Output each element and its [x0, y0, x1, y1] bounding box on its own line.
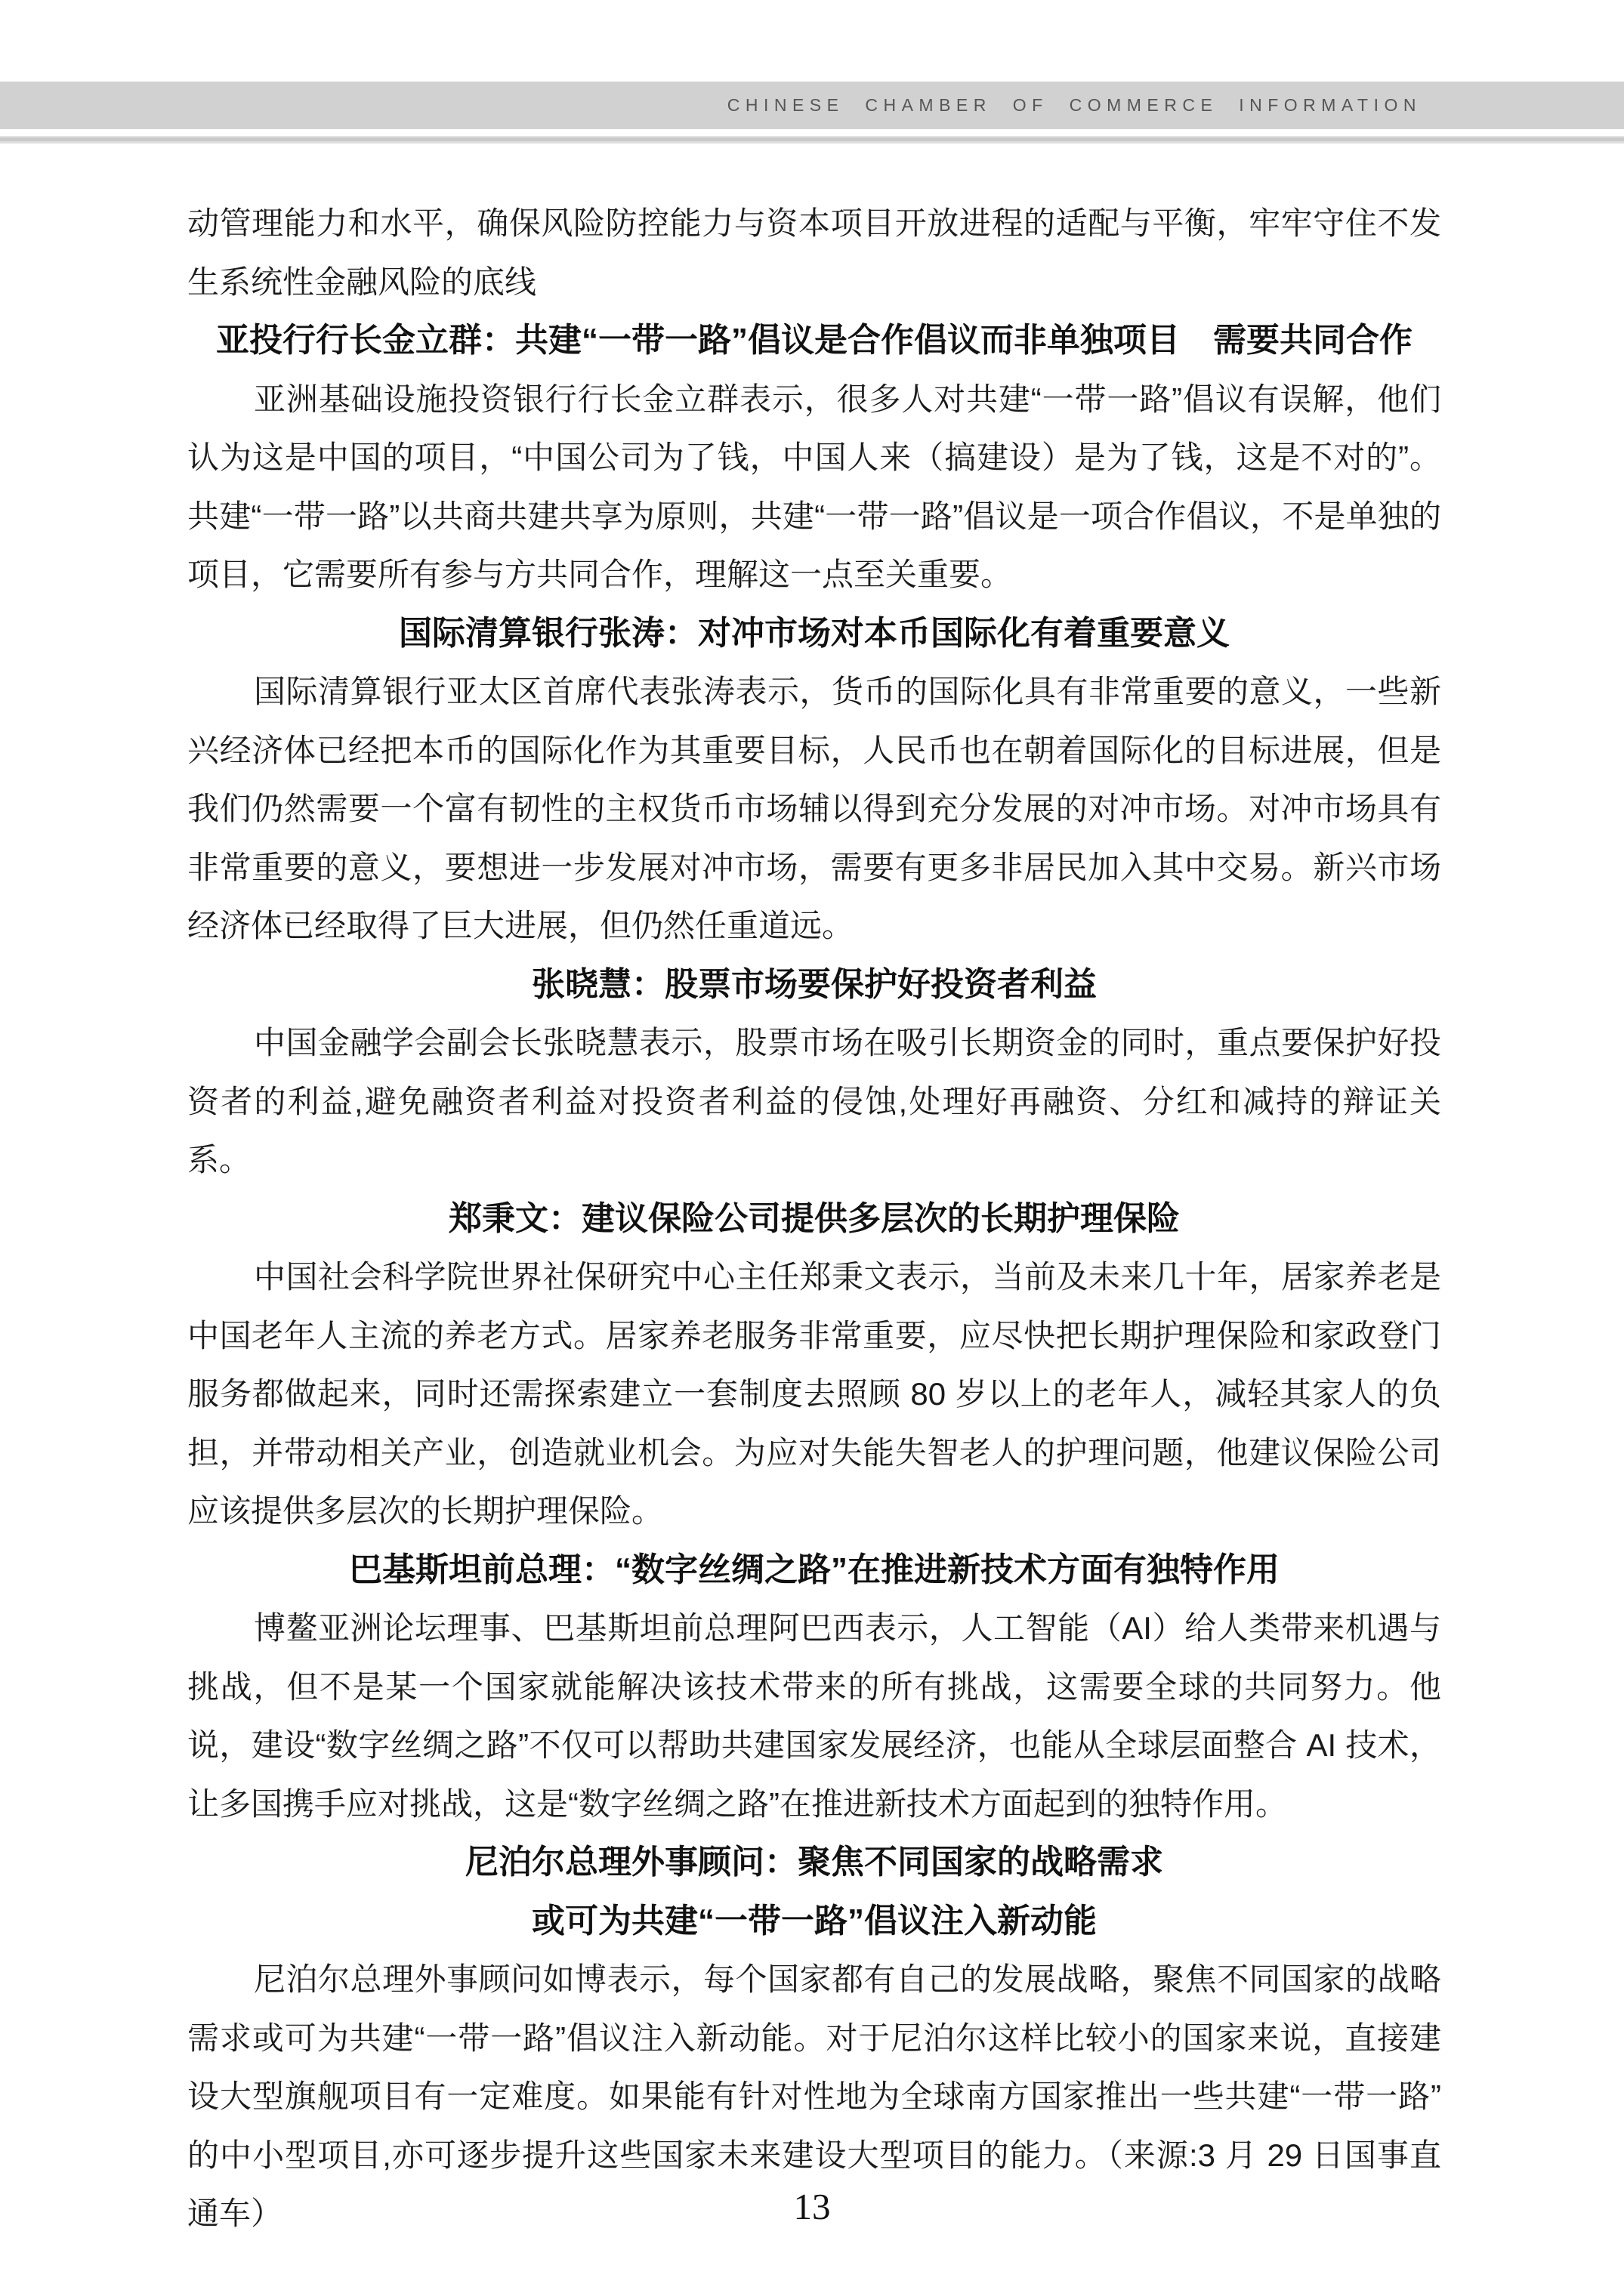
body-paragraph: 国际清算银行亚太区首席代表张涛表示，货币的国际化具有非常重要的意义，一些新兴经济体已经把本币的国际化作为其重要目标，人民币也在朝着国际化的目标进展，但是我们仍然需要一个富有韧性的主权货币市场辅以得到充分发展的对冲市场。对冲市场具有非常重要的意义，要想进一步发展对冲市场，需要有更多非居民加入其中交易。新兴市场经济体已经取得了巨大进展，但仍然任重道远。 — [187, 674, 1441, 943]
section-heading — [187, 311, 1441, 370]
page-number: 13 — [793, 2186, 831, 2227]
section-heading — [187, 1833, 1441, 1950]
body-paragraph: 动管理能力和水平，确保风险防控能力与资本项目开放进程的适配与平衡，牢牢守住不发生系统性金融风险的底线 — [187, 205, 1441, 300]
body-paragraph: 尼泊尔总理外事顾问如博表示，每个国家都有自己的发展战略，聚焦不同国家的战略需求或可为共建“一带一路”倡议注入新动能。对于尼泊尔这样比较小的国家来说，直接建设大型旗舰项目有一定难度。如果能有针对性地为全球南方国家推出一些共建“一带一路”的中小型项目,亦可逐步提升这些国家未来建设大型项目的能力。（来源:3 月 29 日国事直通车） — [187, 1961, 1441, 2231]
section-heading — [187, 955, 1441, 1014]
heading-line: 国际清算银行张涛：对冲市场对本币国际化有着重要意义 — [399, 614, 1230, 652]
body-paragraph: 中国社会科学院世界社保研究中心主任郑秉文表示，当前及未来几十年，居家养老是中国老年人主流的养老方式。居家养老服务非常重要，应尽快把长期护理保险和家政登门服务都做起来，同时还需探索建立一套制度去照顾 80 岁以上的老年人，减轻其家人的负担，并带动相关产业，创造就业机会。为应对失能失智老人的护理问题，他建议保险公司应该提供多层次的长期护理保险。 — [187, 1259, 1441, 1529]
banner-title: CHINESE CHAMBER OF COMMERCE INFORMATION — [727, 95, 1422, 115]
body-paragraph: 中国金融学会副会长张晓慧表示，股票市场在吸引长期资金的同时，重点要保护好投资者的利益,避免融资者利益对投资者利益的侵蚀,处理好再融资、分红和减持的辩证关系。 — [187, 1025, 1441, 1177]
heading-line: 张晓慧：股票市场要保护好投资者利益 — [532, 965, 1097, 1003]
heading-line: 尼泊尔总理外事顾问：聚焦不同国家的战略需求 — [465, 1844, 1163, 1881]
heading-line: 或可为共建“一带一路”倡议注入新动能 — [532, 1902, 1097, 1940]
heading-line: 亚投行行长金立群：共建“一带一路”倡议是合作倡议而非单独项目 需要共同合作 — [216, 322, 1413, 359]
section-heading — [187, 1541, 1441, 1600]
divider-stripe — [0, 136, 1624, 144]
content — [187, 194, 1441, 2243]
body-paragraph: 亚洲基础设施投资银行行长金立群表示，很多人对共建“一带一路”倡议有误解，他们认为这是中国的项目，“中国公司为了钱，中国人来（搞建设）是为了钱，这是不对的”。共建“一带一路”以共商共建共享为原则，共建“一带一路”倡议是一项合作倡议，不是单独的项目，它需要所有参与方共同合作，理解这一点至关重要。 — [187, 381, 1441, 592]
section-heading — [187, 604, 1441, 663]
body-paragraph: 博鳌亚洲论坛理事、巴基斯坦前总理阿巴西表示，人工智能（AI）给人类带来机遇与挑战，但不是某一个国家就能解决该技术带来的所有挑战，这需要全球的共同努力。他说，建设“数字丝绸之路”不仅可以帮助共建国家发展经济，也能从全球层面整合 AI 技术，让多国携手应对挑战，这是“数字丝绸之路”在推进新技术方面起到的独特作用。 — [187, 1610, 1441, 1822]
header-banner — [0, 82, 1624, 129]
heading-line: 巴基斯坦前总理：“数字丝绸之路”在推进新技术方面有独特作用 — [349, 1551, 1280, 1588]
section-heading — [187, 1190, 1441, 1248]
heading-line: 郑秉文：建议保险公司提供多层次的长期护理保险 — [449, 1199, 1180, 1237]
